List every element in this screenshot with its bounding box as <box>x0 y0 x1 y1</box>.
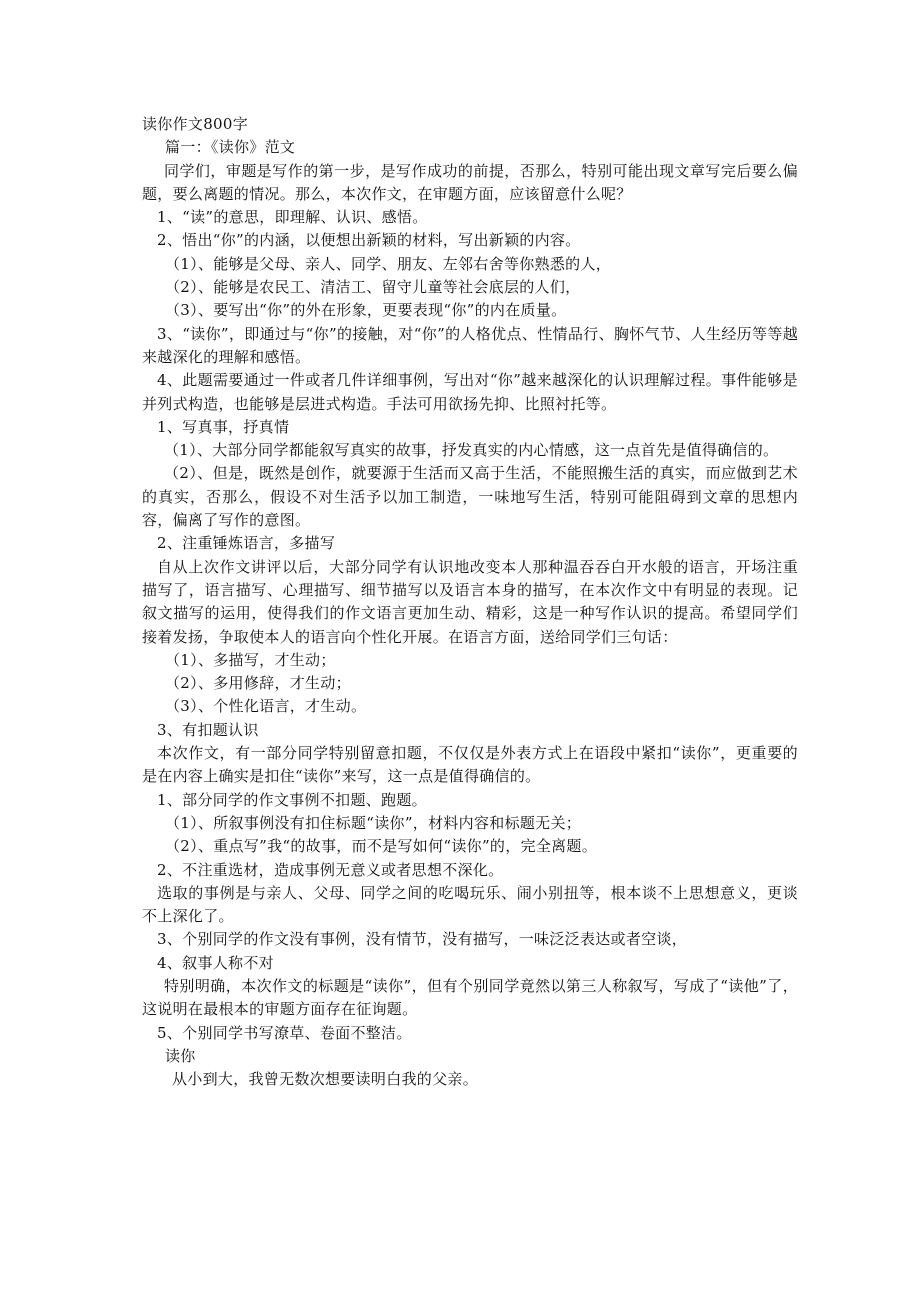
list-item: 3、“读你”，即通过与“你”的接触，对“你”的人格优点、性情品行、胸怀气节、人生经历等等越来越深化的理解和感悟。 <box>142 324 798 366</box>
body-paragraph: 同学们，审题是写作的第一步，是写作成功的前提，否那么，特别可能出现文章写完后要么偏题，要么离题的情况。那么，本次作文，在审题方面，应该留意什么呢？ <box>142 161 798 203</box>
body-paragraph: 选取的事例是与亲人、父母、同学之间的吃喝玩乐、闹小别扭等，根本谈不上思想意义，更谈不上深化了。 <box>142 883 798 926</box>
essay-title: 读你 <box>165 1046 196 1065</box>
body-paragraph: 特别明确，本次作文的标题是“读你”，但有个别同学竟然以第三人称叙写，写成了“读他”了，这说明在最根本的审题方面存在征询题。 <box>142 976 798 1019</box>
sub-list-item: （2）、但是，既然是创作，就要源于生活而又高于生活，不能照搬生活的真实，而应做到艺术的真实，否那么，假设不对生活予以加工制造，一味地写生活，特别可能阻碍到文章的思想内容，偏离了写作的意图。 <box>142 464 798 530</box>
document-title: 读你作文800字 <box>142 115 249 133</box>
list-item: 4、此题需要通过一件或者几件详细事例，写出对“你”越来越深化的认识理解过程。事件能够是并列式构造，也能够是层进式构造。手法可用欲扬先抑、比照衬托等。 <box>142 371 798 413</box>
sub-list-item: （3）、个性化语言，才生动。 <box>165 697 367 716</box>
document-body <box>142 113 798 1091</box>
body-paragraph: 本次作文，有一部分同学特别留意扣题，不仅仅是外表方式上在语段中紧扣“读你”，更重要的是在内容上确实是扣住“读你”来写，这一点是值得确信的。 <box>142 744 798 786</box>
sub-list-item: （2）、能够是农民工、清洁工、留守儿童等社会底层的人们， <box>165 278 581 297</box>
sub-list-item: （1）、大部分同学都能叙写真实的故事，抒发真实的内心情感，这一点首先是值得确信的。 <box>164 441 779 460</box>
sub-list-item: （2）、多用修辞，才生动； <box>165 674 351 693</box>
section-heading: 1、写真事，抒真情 <box>157 417 290 436</box>
sub-list-item: （1）、多描写，才生动； <box>165 650 336 669</box>
list-item: 2、悟出“你”的内涵，以便想出新颖的材料，写出新颖的内容。 <box>157 231 581 250</box>
list-item: 1、部分同学的作文事例不扣题、跑题。 <box>157 790 427 809</box>
list-item: 2、不注重选材，造成事例无意义或者思想不深化。 <box>157 860 504 879</box>
sub-list-item: （1）、能够是父母、亲人、同学、朋友、左邻右舍等你熟悉的人， <box>165 254 612 273</box>
sub-list-item: （3）、要写出“你”的外在形象，更要表现“你”的内在质量。 <box>165 301 567 320</box>
sub-list-item: （2）、重点写”我“的故事，而不是写如何“读你”的，完全离题。 <box>165 837 598 856</box>
section-heading: 2、注重锤炼语言，多描写 <box>157 534 336 553</box>
body-paragraph: 从小到大，我曾无数次想要读明白我的父亲。 <box>172 1070 479 1089</box>
body-paragraph: 自从上次作文讲评以后，大部分同学有认识地改变本人那种温吞吞白开水般的语言，开场注重描写了，语言描写、心理描写、细节描写以及语言本身的描写，在本次作文中有明显的表现。记叙文描写的运用，使得我们的作文语言更加生动、精彩，这是一种写作认识的提高。希望同学们接着发扬，争取使本人的语言向个性化开展。在语言方面，送给同学们三句话： <box>142 557 798 646</box>
list-item: 3、个别同学的作文没有事例，没有情节，没有描写，一味泛泛表达或者空谈， <box>157 930 688 949</box>
sub-list-item: （1）、所叙事例没有扣住标题“读你”，材料内容和标题无关； <box>165 813 582 832</box>
section-heading: 3、有扣题认识 <box>157 720 259 739</box>
list-item: 5、个别同学书写潦草、卷面不整洁。 <box>157 1023 412 1042</box>
list-item: 1、“读”的意思，即理解、认识、感悟。 <box>157 208 428 227</box>
section-heading: 篇一：《读你》范文 <box>165 138 296 157</box>
list-item: 4、叙事人称不对 <box>157 953 274 972</box>
